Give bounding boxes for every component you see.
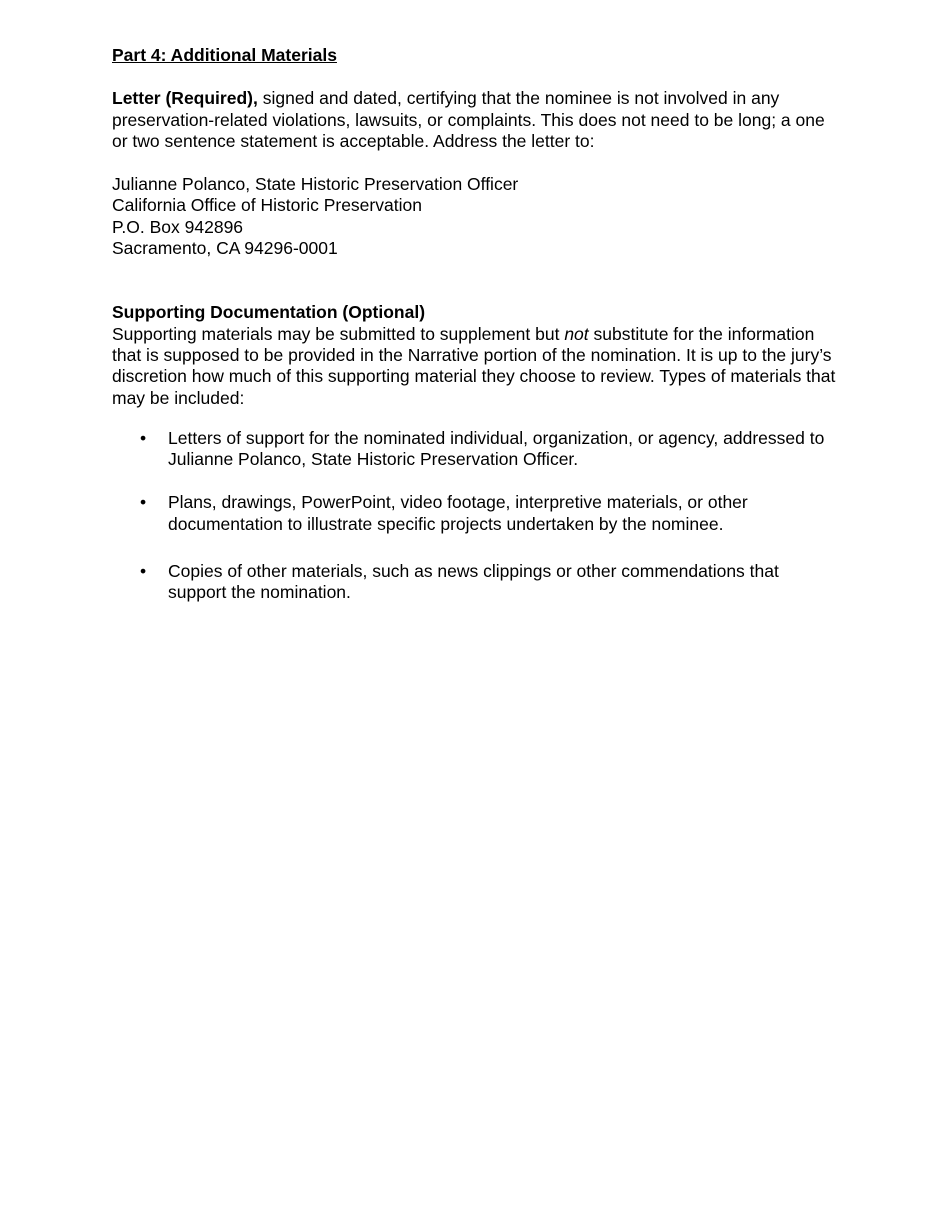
- supporting-text-after: substitute for the information that is supposed to be provided in the Narrative portion of the nomination. It is up to the jury’s discretion how much of this supporting material they choose to review. Types of materials that may be included:: [112, 323, 836, 408]
- page-content: [112, 45, 842, 604]
- letter-label: Letter (Required),: [112, 88, 258, 109]
- address-line-office: California Office of Historic Preservation: [112, 195, 422, 216]
- list-item-text: Letters of support for the nominated individual, organization, or agency, addressed to Julianne Polanco, State Historic Preservation Officer.: [168, 427, 825, 470]
- bullet-icon: •: [140, 427, 147, 448]
- list-item: [112, 428, 842, 471]
- list-item: [112, 561, 842, 604]
- supporting-text-italic: not: [564, 323, 589, 344]
- supporting-text-before: Supporting materials may be submitted to supplement but: [112, 323, 565, 344]
- list-item: [112, 492, 842, 535]
- address-line-name: Julianne Polanco, State Historic Preservation Officer: [112, 174, 519, 195]
- list-item-text: Plans, drawings, PowerPoint, video footage, interpretive materials, or other documentation to illustrate specific projects undertaken by the nominee.: [168, 492, 748, 534]
- supporting-documentation-section: [112, 302, 842, 603]
- bullet-icon: •: [140, 492, 147, 513]
- materials-list: [112, 428, 842, 604]
- list-item-text: Copies of other materials, such as news clippings or other commendations that support the nomination.: [168, 561, 779, 603]
- supporting-title: Supporting Documentation (Optional): [112, 302, 426, 323]
- bullet-icon: •: [140, 561, 147, 582]
- supporting-paragraph: [112, 324, 842, 409]
- mailing-address: [112, 174, 842, 259]
- section-heading: Part 4: Additional Materials: [112, 45, 337, 65]
- letter-text: signed and dated, certifying that the nominee is not involved in any preservation-related violations, lawsuits, or complaints. This does not need to be long; a one or two sentence statement is acceptable. Address the letter to:: [112, 88, 825, 151]
- letter-requirement-paragraph: [112, 88, 842, 152]
- address-line-city: Sacramento, CA 94296-0001: [112, 238, 338, 259]
- address-line-po-box: P.O. Box 942896: [112, 216, 244, 237]
